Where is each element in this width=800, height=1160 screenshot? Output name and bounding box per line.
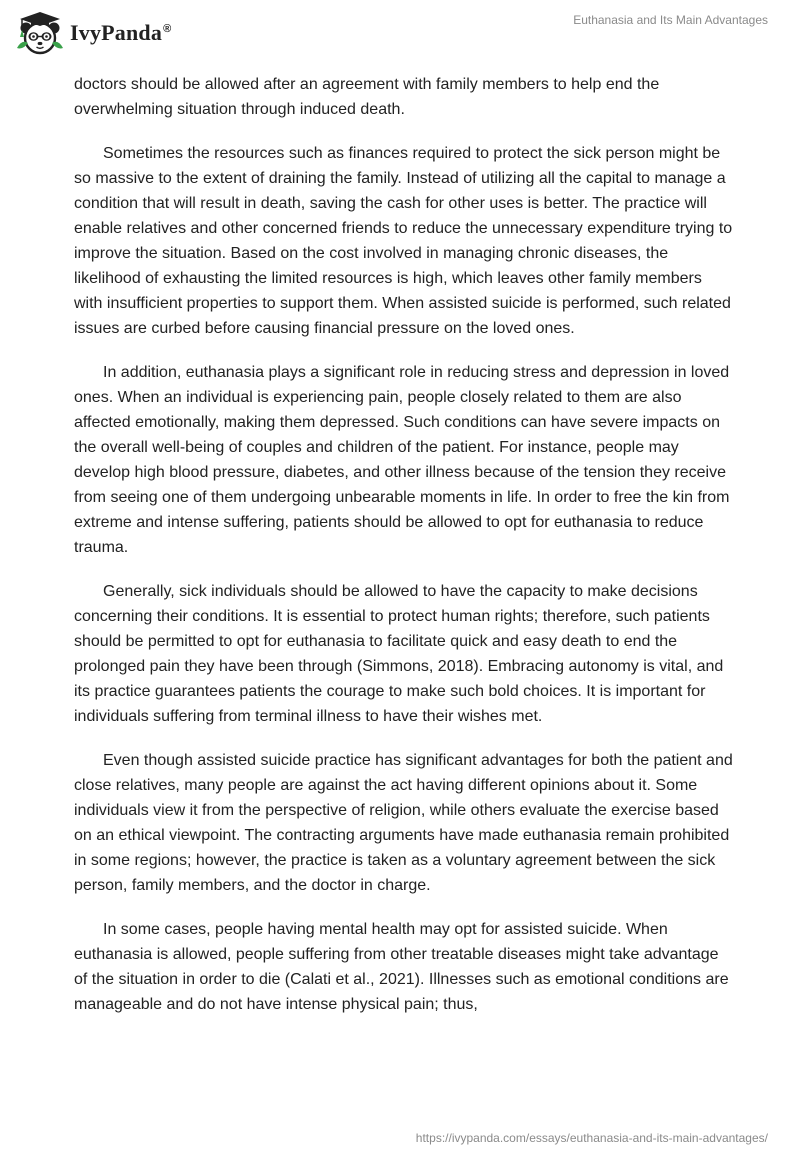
paragraph-mental-health: In some cases, people having mental health may opt for assisted suicide. When euthanasia is allowed, people suffering from other treatable diseases might take advantage of the situation in order to die (Calati et al., 2021). Illnesses such as emotional conditions are manageable and do not have intense physical pain; thus,: [74, 921, 729, 1013]
paragraph-opposing-opinions: Even though assisted suicide practice has significant advantages for both the patient and close relatives, many people are against the act having different opinions about it. Some individuals view it from the perspective of religion, while others evaluate the exercise based on an ethical viewpoint. The contracting arguments have made euthanasia remain prohibited in some regions; however, the practice is taken as a voluntary agreement between the sick person, family members, and the doctor in charge.: [74, 752, 733, 894]
paragraph-stress-depression: In addition, euthanasia plays a significant role in reducing stress and depression in loved ones. When an individual is experiencing pain, people closely related to them are also affected emotionally, making them depressed. Such conditions can have severe impacts on the overall well-being of couples and children of the patient. For instance, people may develop high blood pressure, diabetes, and other illness because of the tension they receive from seeing one of them undergoing unbearable moments in life. In order to free the kin from extreme and intense suffering, patients should be allowed to opt for euthanasia to reduce trauma.: [74, 364, 730, 556]
paragraph-financial-resources: Sometimes the resources such as finances required to protect the sick person might be so massive to the extent of draining the family. Instead of utilizing all the capital to manage a condition that will result in death, saving the cash for other uses is better. The practice will enable relatives and other concerned friends to reduce the unnecessary expenditure trying to improve the situation. Based on the cost involved in managing chronic diseases, the likelihood of exhausting the limited resources is high, which leaves other family members with insufficient properties to support them. When assisted suicide is performed, such related issues are curbed before causing financial pressure on the loved ones.: [74, 145, 733, 337]
logo-text: [70, 20, 171, 46]
paragraph-continued: doctors should be allowed after an agreement with family members to help end the overwhelming situation through induced death.: [74, 76, 660, 118]
essay-body: [74, 72, 734, 1036]
logo-wordmark: IvyPanda: [70, 20, 163, 45]
source-url[interactable]: https://ivypanda.com/essays/euthanasia-and-its-main-advantages/: [415, 1131, 768, 1145]
panda-graduation-cap-icon: [12, 8, 68, 58]
registered-mark: ®: [163, 22, 172, 35]
page-header: [0, 0, 800, 70]
paragraph-human-rights: Generally, sick individuals should be allowed to have the capacity to make decisions concerning their conditions. It is essential to protect human rights; therefore, such patients should be permitted to opt for euthanasia to facilitate quick and easy death to end the prolonged pain they have been through (Simmons, 2018). Embracing autonomy is vital, and its practice guarantees patients the courage to make such bold choices. It is important for individuals suffering from terminal illness to have their wishes met.: [74, 583, 724, 725]
ivypanda-logo[interactable]: [12, 8, 171, 58]
document-title: Euthanasia and Its Main Advantages: [573, 13, 768, 27]
